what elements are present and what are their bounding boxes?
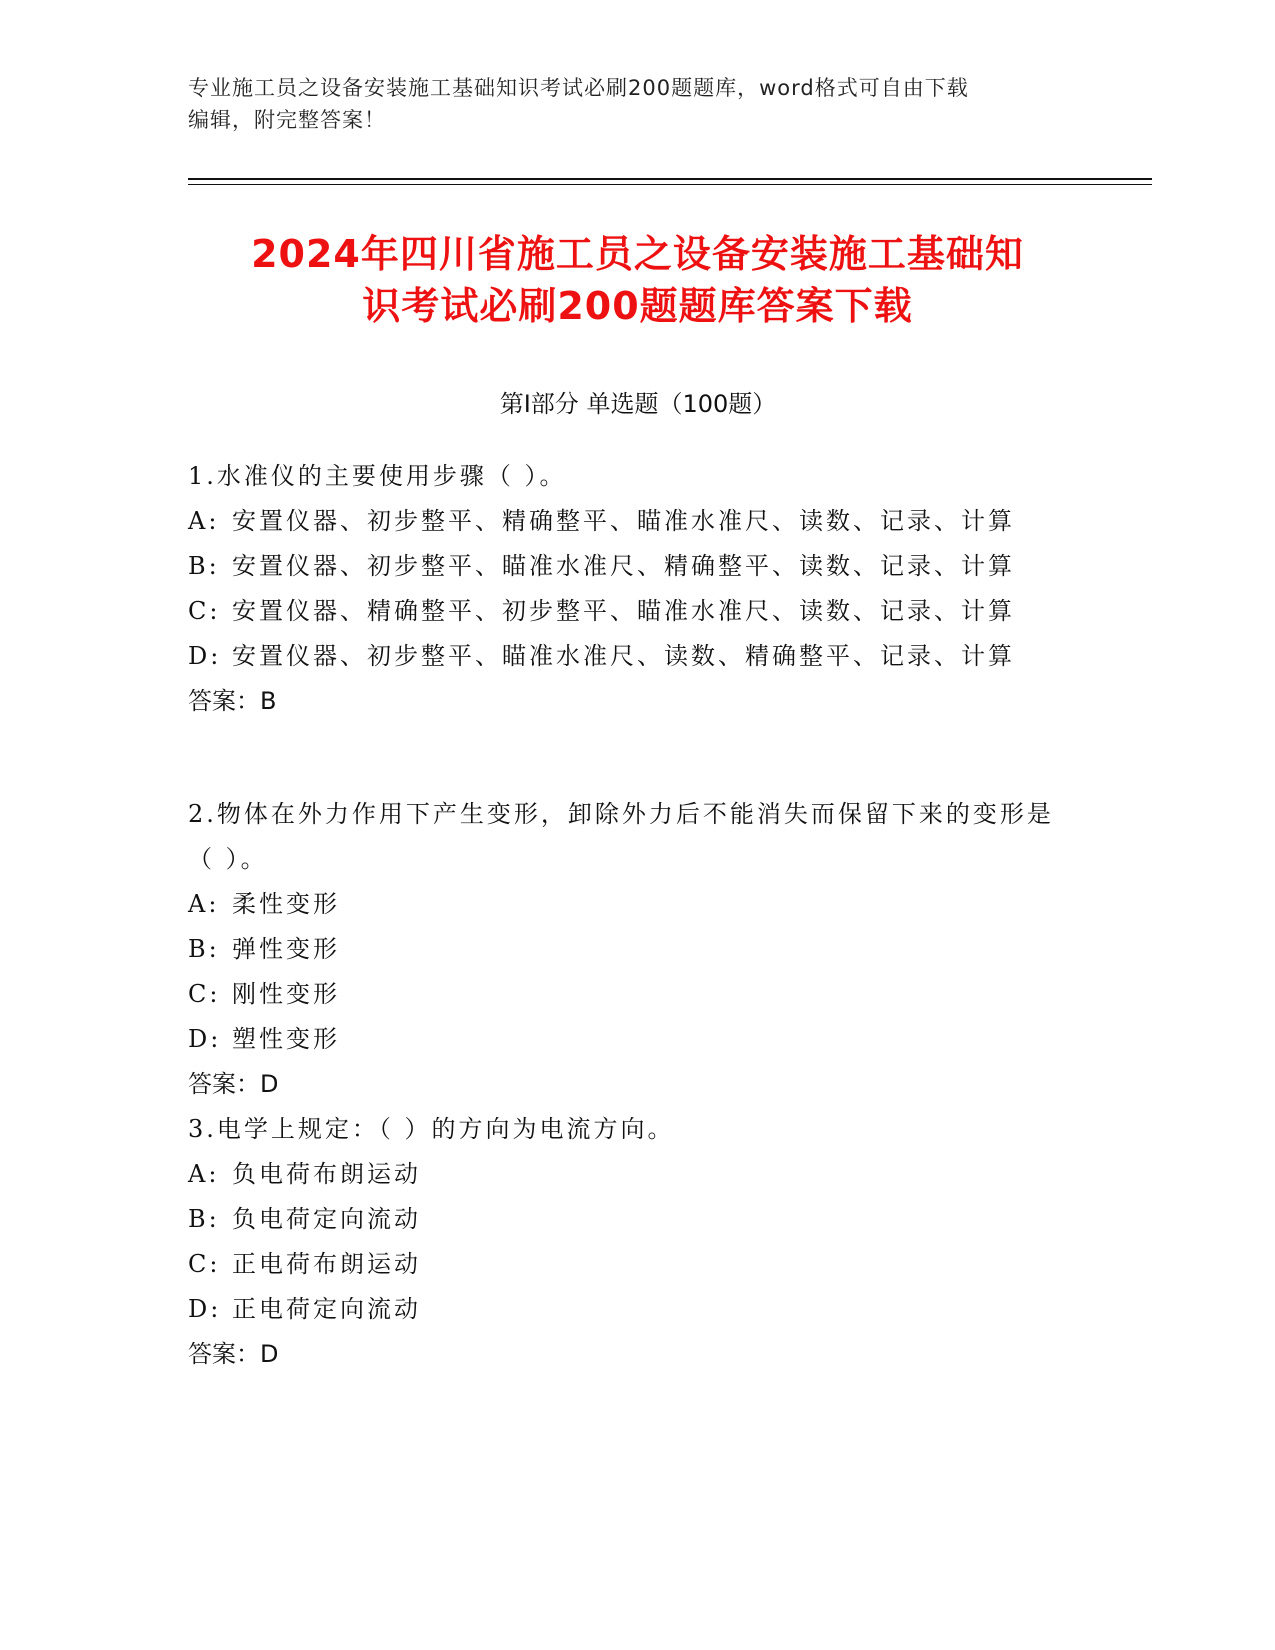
option-c: [188, 1242, 1088, 1287]
option-text: 正电荷布朗运动: [232, 1250, 421, 1278]
option-text: 安置仪器、精确整平、初步整平、瞄准水准尺、读数、记录、计算: [232, 597, 1015, 625]
option-key: B:: [188, 1205, 220, 1233]
option-a: [188, 499, 1088, 544]
header-note-line-1: 专业施工员之设备安装施工基础知识考试必刷200题题库，word格式可自由下载: [188, 76, 969, 100]
option-key: C:: [188, 980, 221, 1008]
answer-line: 答案：D: [188, 1070, 279, 1098]
question-stem: 3.电学上规定：（ ）的方向为电流方向。: [188, 1115, 675, 1143]
option-key: D:: [188, 1295, 222, 1323]
option-text: 负电荷定向流动: [232, 1205, 421, 1233]
document-title-line-1: 2024年四川省施工员之设备安装施工基础知: [251, 232, 1024, 276]
header-note-line-2: 编辑，附完整答案！: [188, 108, 386, 132]
option-key: C:: [188, 1250, 221, 1278]
option-a: [188, 1152, 1088, 1197]
option-b: [188, 927, 1088, 972]
option-c: [188, 972, 1088, 1017]
option-key: B:: [188, 935, 220, 963]
option-text: 安置仪器、初步整平、精确整平、瞄准水准尺、读数、记录、计算: [232, 507, 1015, 535]
option-text: 弹性变形: [232, 935, 340, 963]
option-text: 负电荷布朗运动: [232, 1160, 421, 1188]
option-text: 刚性变形: [232, 980, 340, 1008]
answer-line: 答案：B: [188, 687, 277, 715]
option-text: 正电荷定向流动: [232, 1295, 421, 1323]
option-key: B:: [188, 552, 220, 580]
header-rule-thin: [188, 184, 1152, 185]
section-title: 第Ⅰ部分 单选题（100题）: [499, 390, 777, 418]
option-key: A:: [188, 890, 220, 918]
option-a: [188, 882, 1088, 927]
option-b: [188, 544, 1088, 589]
option-b: [188, 1197, 1088, 1242]
question-1: [188, 454, 1088, 724]
question-stem: 1.水准仪的主要使用步骤（ ）。: [188, 462, 567, 490]
header-note: [188, 72, 1088, 136]
option-key: D:: [188, 642, 222, 670]
option-key: A:: [188, 1160, 220, 1188]
option-text: 塑性变形: [232, 1025, 340, 1053]
option-text: 安置仪器、初步整平、瞄准水准尺、读数、精确整平、记录、计算: [232, 642, 1015, 670]
document-title: [170, 228, 1105, 332]
header-rule-thick: [188, 178, 1152, 180]
option-text: 安置仪器、初步整平、瞄准水准尺、精确整平、读数、记录、计算: [232, 552, 1015, 580]
question-stem: 2.物体在外力作用下产生变形，卸除外力后不能消失而保留下来的变形是（ ）。: [188, 800, 1054, 873]
option-d: [188, 1017, 1088, 1062]
option-d: [188, 1287, 1088, 1332]
option-text: 柔性变形: [232, 890, 340, 918]
option-key: C:: [188, 597, 221, 625]
option-c: [188, 589, 1088, 634]
answer-line: 答案：D: [188, 1340, 279, 1368]
question-3: [188, 1107, 1088, 1377]
question-2: [188, 792, 1088, 1107]
option-key: A:: [188, 507, 220, 535]
document-title-line-2: 识考试必刷200题题库答案下载: [362, 284, 913, 328]
option-d: [188, 634, 1088, 679]
option-key: D:: [188, 1025, 222, 1053]
